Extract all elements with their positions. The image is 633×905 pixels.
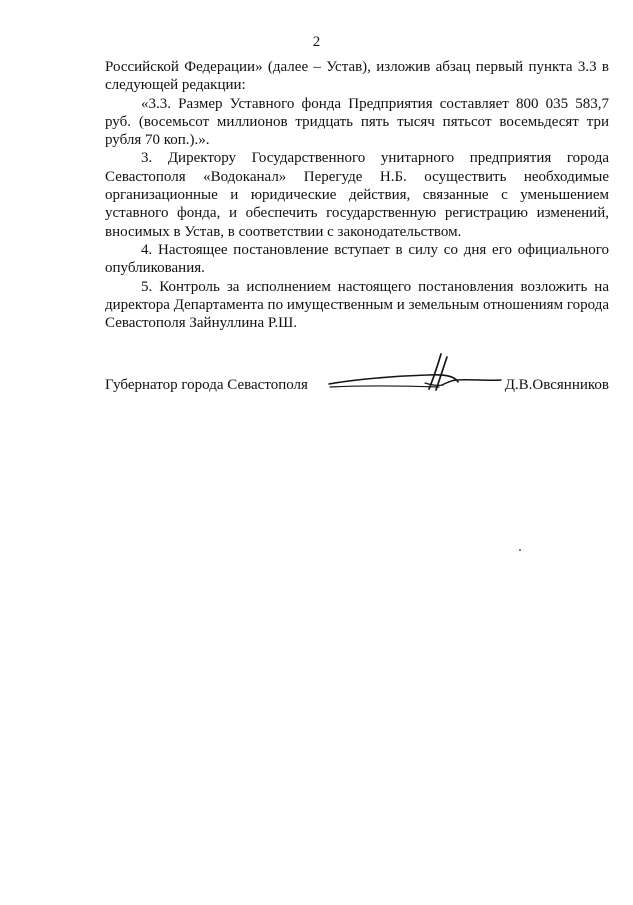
paragraph-charter-fund: «3.3. Размер Уставного фонда Предприятия составляет 800 035 583,7 руб. (восемьсот миллионов тридцать пять тысяч пятьсот восемьдесят три рубля 70 коп.).». bbox=[105, 95, 609, 149]
paragraph-continuation: Российской Федерации» (далее – Устав), изложив абзац первый пункта 3.3 в следующей редакции: bbox=[105, 59, 609, 94]
scan-speck bbox=[519, 549, 521, 551]
handwritten-signature bbox=[327, 352, 502, 407]
paragraph-item-5: 5. Контроль за исполнением настоящего постановления возложить на директора Департамента по имущественным и земельным отношениям города Севастополя Зайнуллина Р.Ш. bbox=[105, 278, 609, 332]
signatory-name: Д.В.Овсянников bbox=[504, 377, 609, 393]
paragraph-item-3: 3. Директору Государственного унитарного предприятия города Севастополя «Водоканал» Перегуде Н.Б. осуществить необходимые организационные и юридические действия, связанные с уменьшением уставного фонда, и обеспечить государственную регистрацию изменений, вносимых в Устав, в соответствии с законодательством. bbox=[105, 150, 609, 240]
signatory-title: Губернатор города Севастополя bbox=[105, 377, 308, 393]
document-body bbox=[105, 58, 609, 332]
signature-block bbox=[105, 370, 609, 410]
page-number: 2 bbox=[312, 34, 321, 50]
paragraph-item-4: 4. Настоящее постановление вступает в силу со дня его официального опубликования. bbox=[105, 241, 609, 277]
